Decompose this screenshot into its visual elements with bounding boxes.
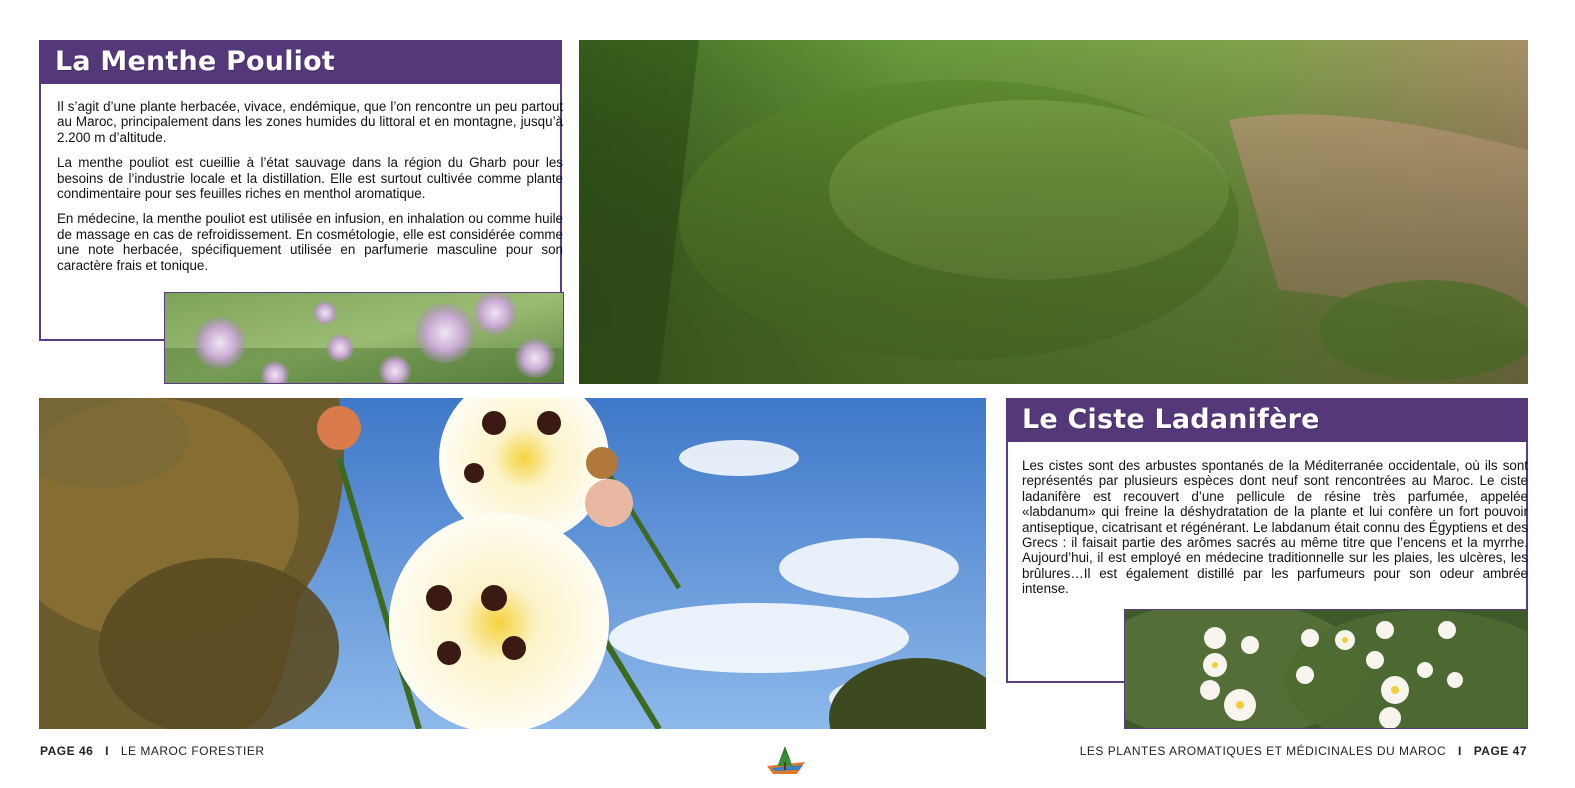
footer-right — [1080, 744, 1527, 758]
left-page-number: PAGE 46 — [40, 744, 94, 758]
footer-left — [40, 744, 265, 758]
ciste-title: Le Ciste Ladanifère — [1006, 398, 1528, 442]
menthe-paragraph-1: Il s’agit d’une plante herbacée, vivace, endémique, que l’on rencontre un peu partout au Maroc, principalement dans les zones humides du littoral et en montagne, jusqu’à 2.200 m d’altitude. — [57, 99, 563, 145]
ciste-bush-photo — [1124, 609, 1528, 729]
menthe-paragraph-3: En médecine, la menthe pouliot est utilisée en infusion, en inhalation ou comme huile de massage en cas de refroidissement. En cosmétologie, elle est considérée comme une note herbacée, spécifiquement utilisée en parfumerie masculine pour son caractère frais et tonique. — [57, 211, 563, 273]
ciste-flower-photo — [39, 398, 986, 729]
ciste-body — [1022, 458, 1528, 607]
menthe-body — [57, 99, 563, 283]
logo-icon — [763, 744, 809, 778]
right-page-number: PAGE 47 — [1473, 744, 1527, 758]
menthe-field-photo — [579, 40, 1528, 384]
ciste-paragraph-1: Les cistes sont des arbustes spontanés de la Méditerranée occidentale, où ils sont représentés par plusieurs espèces dont neuf sont rencontrées au Maroc. Le ciste ladanifère est recouvert d’une pellicule de résine très parfumée, appelée «labdanum» qui freine la déshydratation de la plante et lui confère un fort pouvoir antiseptique, cicatrisant et régénérant. Le labdanum était connu des Égyptiens et des Grecs : il faisait partie des arômes sacrés au même titre que l’encens et la myrrhe. Aujourd’hui, il est employé en médecine traditionnelle sur les plaies, les ulcères, les brûlures…Il est également distillé par les parfumeurs pour son odeur ambrée intense. — [1022, 458, 1528, 597]
left-running-title: LE MAROC FORESTIER — [120, 744, 265, 758]
left-separator: I — [105, 744, 109, 758]
menthe-paragraph-2: La menthe pouliot est cueillie à l’état sauvage dans la région du Gharb pour les besoins de l’industrie locale et la distillation. Elle est surtout cultivée comme plante condimentaire pour ses feuilles riches en menthol aromatique. — [57, 155, 563, 202]
menthe-title: La Menthe Pouliot — [39, 40, 562, 84]
right-separator: I — [1458, 744, 1462, 758]
right-running-title: LES PLANTES AROMATIQUES ET MÉDICINALES DU MAROC — [1079, 744, 1447, 758]
menthe-flowers-photo — [164, 292, 564, 384]
